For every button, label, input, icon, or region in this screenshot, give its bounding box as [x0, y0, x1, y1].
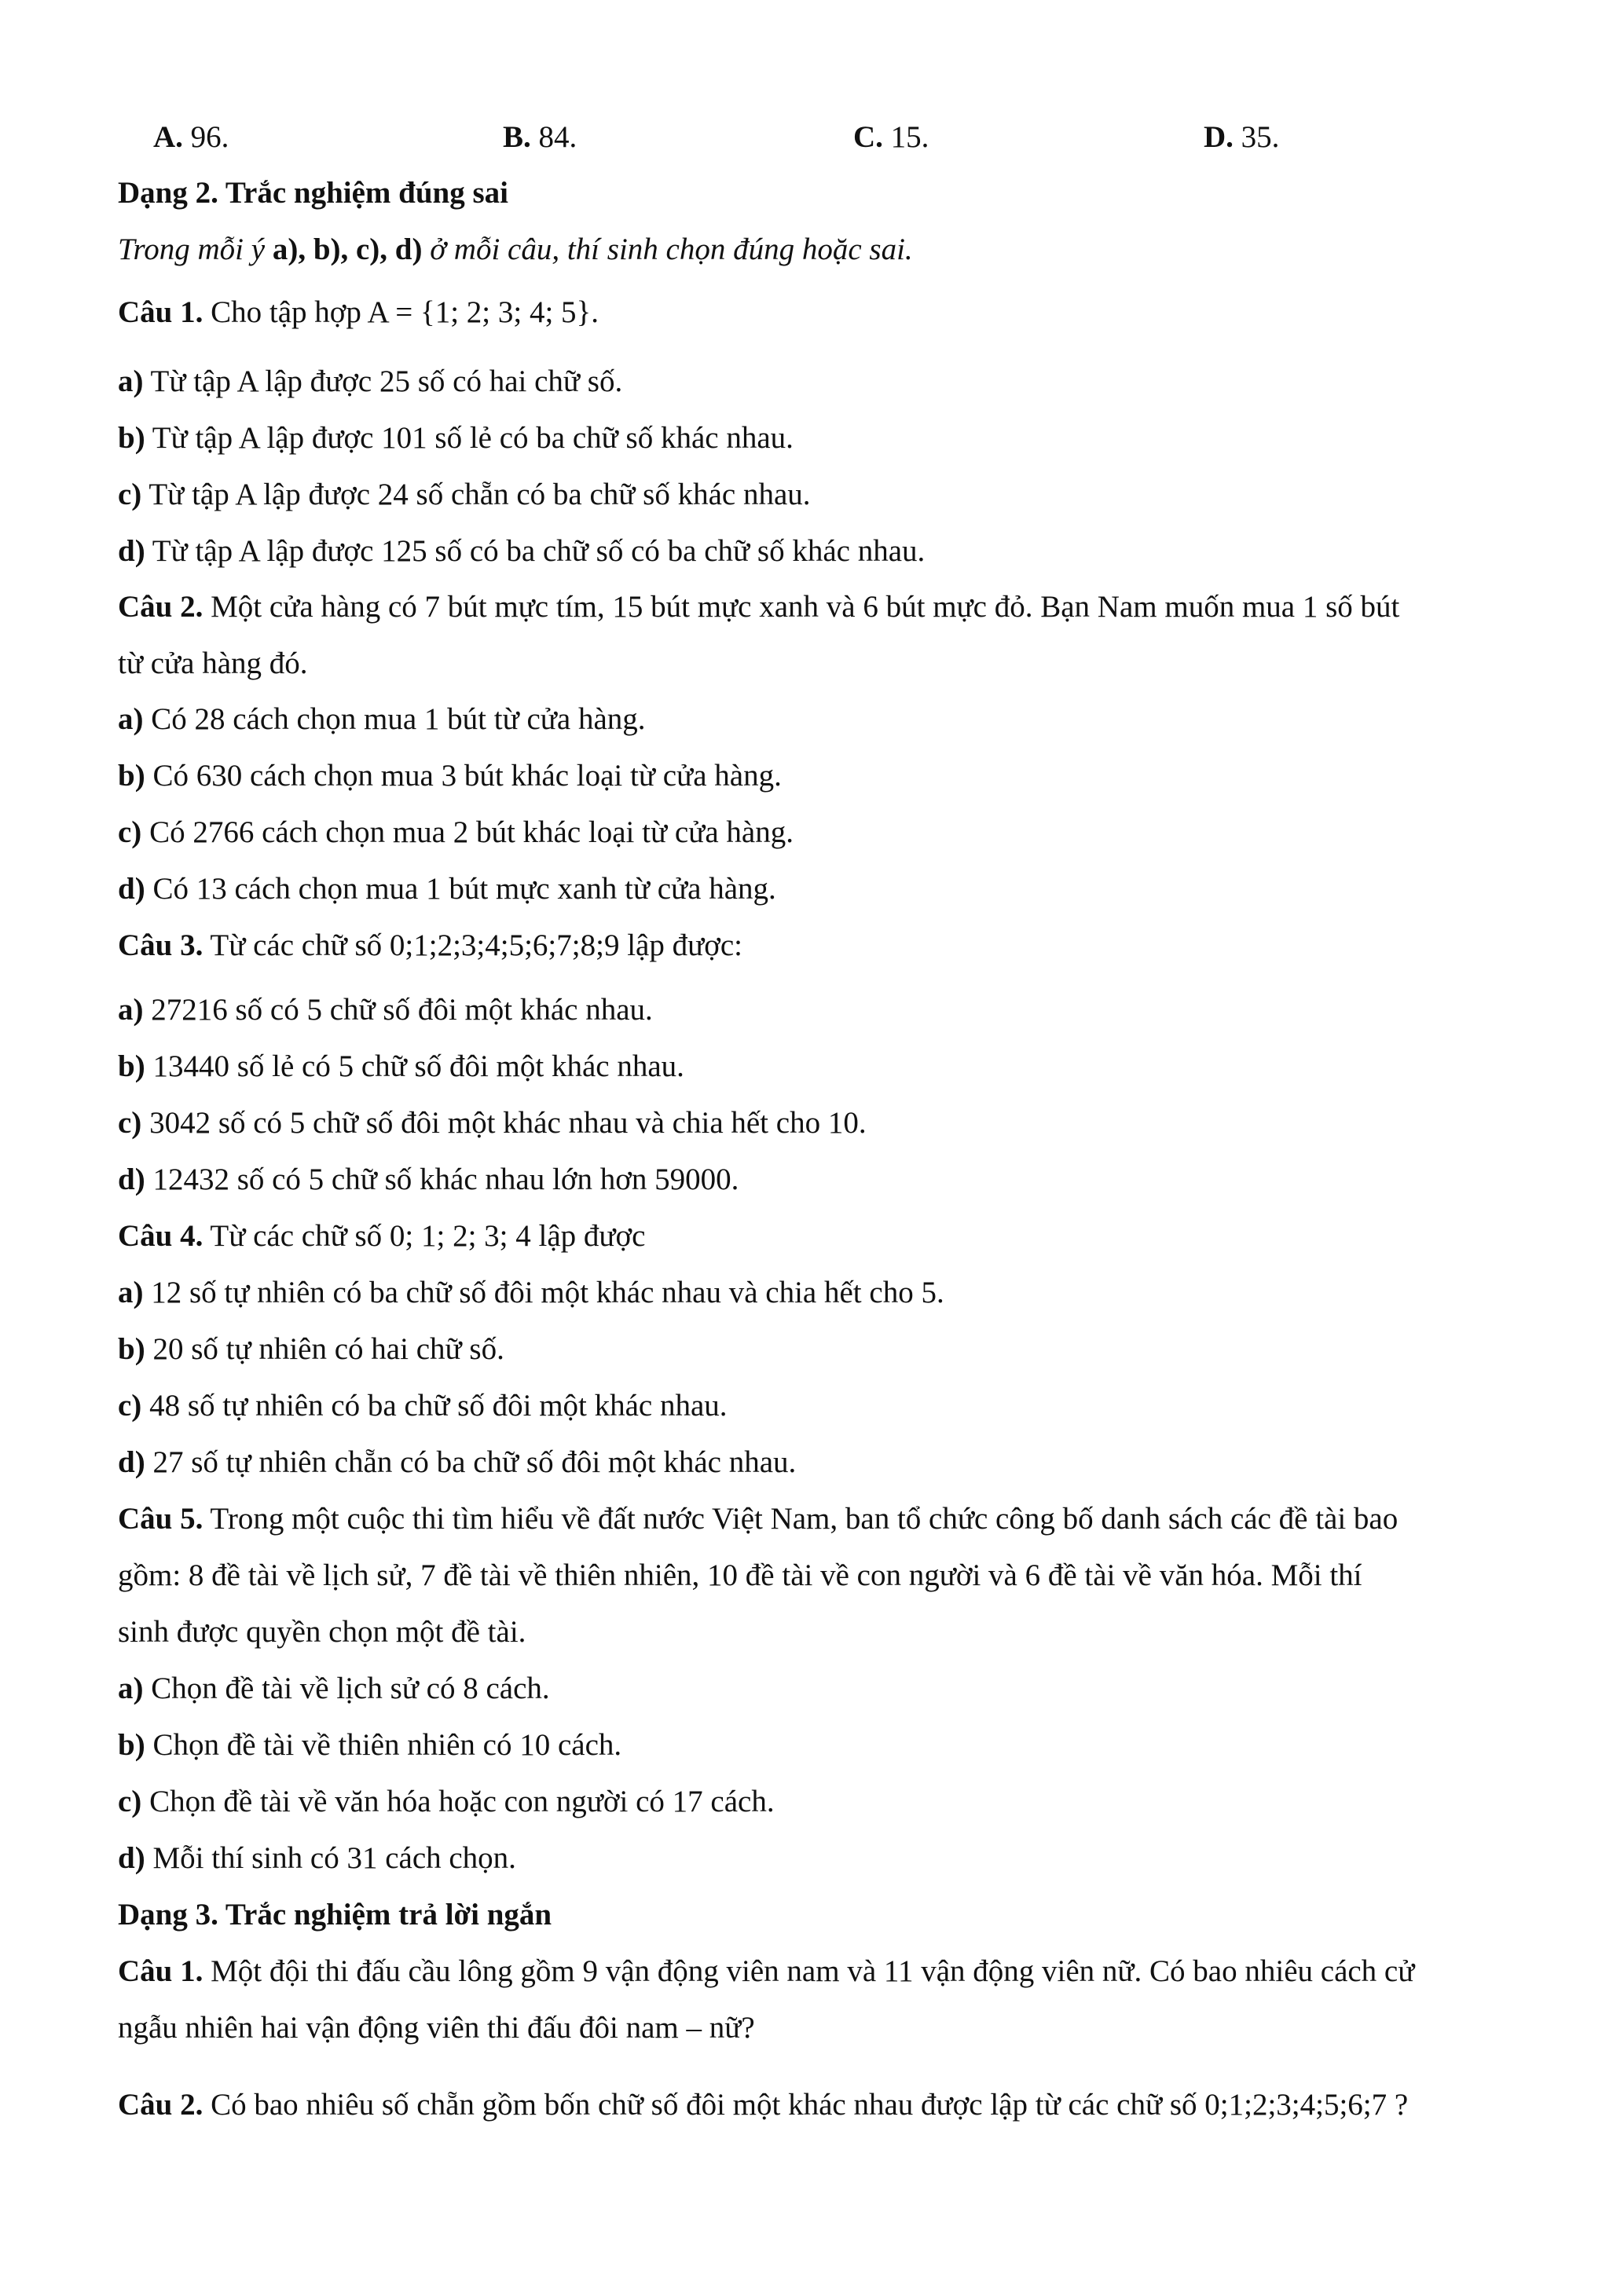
question-stem-cont: sinh được quyền chọn một đề tài.	[118, 1615, 526, 1649]
item-text: Từ tập A lập được 24 số chẵn có ba chữ số khác nhau.	[141, 478, 811, 511]
question-text: Một cửa hàng có 7 bút mực tím, 15 bút mực xanh và 6 bút mực đỏ. Bạn Nam muốn mua 1 số bút	[203, 590, 1400, 624]
instruction-marks: a), b), c), d)	[272, 233, 423, 266]
item-mark: a)	[118, 364, 144, 398]
item-text: Có 28 cách chọn mua 1 bút từ cửa hàng.	[143, 702, 646, 736]
item-mark: d)	[118, 534, 145, 568]
item-text: 48 số tự nhiên có ba chữ số đôi một khác nhau.	[141, 1389, 728, 1423]
choice-label: C.	[853, 120, 883, 154]
choice-label: D.	[1204, 120, 1234, 154]
item-mark: a)	[118, 1672, 144, 1705]
choice-label: A.	[153, 120, 183, 154]
item-mark: c)	[118, 1106, 142, 1140]
item-mark: d)	[118, 872, 145, 906]
question-text: Trong một cuộc thi tìm hiểu về đất nước Việt Nam, ban tổ chức công bố danh sách các đề tài bao	[203, 1502, 1399, 1536]
item-mark: d)	[118, 1163, 145, 1196]
statement-item	[118, 423, 794, 453]
item-text: 20 số tự nhiên có hai chữ số.	[145, 1332, 504, 1366]
question-stem	[118, 930, 742, 961]
item-text: 12432 số có 5 chữ số khác nhau lớn hơn 59000.	[145, 1163, 739, 1196]
item-mark: b)	[118, 421, 145, 455]
choice-label: B.	[503, 120, 531, 154]
statement-item	[118, 1051, 684, 1082]
section-instruction	[118, 234, 913, 265]
question-text: Từ các chữ số 0;1;2;3;4;5;6;7;8;9 lập được:	[203, 928, 742, 962]
instruction-text: Trong mỗi ý	[118, 233, 273, 266]
statement-item	[118, 366, 622, 397]
question-text: Cho tập hợp A = {1; 2; 3; 4; 5}.	[203, 295, 599, 329]
question-stem-cont: từ cửa hàng đó.	[118, 646, 308, 680]
statement-item	[118, 817, 794, 848]
item-text: Chọn đề tài về lịch sử có 8 cách.	[143, 1672, 550, 1705]
statement-item	[118, 760, 782, 791]
choice-value: 35.	[1241, 120, 1280, 154]
statement-item	[118, 1164, 739, 1195]
item-mark: b)	[118, 1049, 145, 1083]
choice-a	[153, 119, 229, 155]
question-text: Có bao nhiêu số chẵn gồm bốn chữ số đôi một khác nhau được lập từ các chữ số 0;1;2;3;4;5;6;7 ?	[203, 2088, 1409, 2122]
item-text: 27216 số có 5 chữ số đôi một khác nhau.	[143, 993, 653, 1027]
statement-item	[118, 1447, 796, 1478]
statement-item	[118, 1390, 728, 1421]
statement-item	[118, 1277, 944, 1308]
item-mark: d)	[118, 1445, 145, 1479]
choice-d	[1204, 119, 1279, 155]
item-text: 13440 số lẻ có 5 chữ số đôi một khác nhau.	[145, 1049, 684, 1083]
statement-item	[118, 1673, 550, 1704]
section-heading: Dạng 3. Trắc nghiệm trả lời ngắn	[118, 1898, 552, 1932]
item-mark: c)	[118, 1389, 142, 1423]
item-text: Từ tập A lập được 101 số lẻ có ba chữ số khác nhau.	[145, 421, 794, 455]
item-text: Từ tập A lập được 125 số có ba chữ số có ba chữ số khác nhau.	[145, 534, 926, 568]
statement-item	[118, 479, 811, 510]
question-stem	[118, 1221, 645, 1251]
item-mark: b)	[118, 759, 145, 793]
statement-item	[118, 1786, 775, 1817]
question-stem-cont: gồm: 8 đề tài về lịch sử, 7 đề tài về thiên nhiên, 10 đề tài về con người và 6 đề tài về văn hóa. Mỗi thí	[118, 1558, 1362, 1592]
item-mark: a)	[118, 1276, 144, 1309]
item-mark: b)	[118, 1728, 145, 1762]
question-stem-cont: ngẫu nhiên hai vận động viên thi đấu đôi nam – nữ?	[118, 2011, 755, 2045]
question-label: Câu 1.	[118, 295, 203, 329]
statement-item	[118, 994, 653, 1025]
statement-item	[118, 536, 925, 566]
item-mark: b)	[118, 1332, 145, 1366]
item-text: Từ tập A lập được 25 số có hai chữ số.	[143, 364, 623, 398]
item-text: Chọn đề tài về văn hóa hoặc con người có 17 cách.	[141, 1785, 775, 1818]
item-mark: a)	[118, 993, 144, 1027]
statement-item	[118, 1108, 867, 1138]
statement-item	[118, 1843, 516, 1873]
question-text: Một đội thi đấu cầu lông gồm 9 vận động viên nam và 11 vận động viên nữ. Có bao nhiêu cách cử	[203, 1954, 1415, 1988]
question-label: Câu 3.	[118, 928, 203, 962]
item-text: Có 13 cách chọn mua 1 bút mực xanh từ cửa hàng.	[145, 872, 776, 906]
item-mark: a)	[118, 702, 144, 736]
question-stem	[118, 2089, 1408, 2120]
question-stem	[118, 1956, 1414, 1987]
item-text: 3042 số có 5 chữ số đôi một khác nhau và chia hết cho 10.	[141, 1106, 867, 1140]
instruction-text: ở mỗi câu, thí sinh chọn đúng hoặc sai.	[422, 233, 913, 266]
choice-c	[853, 119, 929, 155]
item-mark: c)	[118, 1785, 142, 1818]
statement-item	[118, 873, 776, 904]
item-text: Có 2766 cách chọn mua 2 bút khác loại từ cửa hàng.	[141, 815, 794, 849]
item-text: Có 630 cách chọn mua 3 bút khác loại từ cửa hàng.	[145, 759, 782, 793]
item-mark: c)	[118, 478, 142, 511]
choice-value: 15.	[890, 120, 929, 154]
question-stem	[118, 591, 1399, 622]
item-text: 12 số tự nhiên có ba chữ số đôi một khác nhau và chia hết cho 5.	[143, 1276, 944, 1309]
item-text: Mỗi thí sinh có 31 cách chọn.	[145, 1841, 516, 1875]
question-label: Câu 2.	[118, 590, 203, 624]
question-stem	[118, 1503, 1398, 1534]
choice-value: 96.	[190, 120, 229, 154]
section-heading: Dạng 2. Trắc nghiệm đúng sai	[118, 176, 508, 210]
question-stem	[118, 297, 599, 328]
question-label: Câu 1.	[118, 1954, 203, 1988]
item-text: 27 số tự nhiên chẵn có ba chữ số đôi một khác nhau.	[145, 1445, 797, 1479]
question-label: Câu 5.	[118, 1502, 203, 1536]
statement-item	[118, 704, 646, 734]
item-mark: d)	[118, 1841, 145, 1875]
item-text: Chọn đề tài về thiên nhiên có 10 cách.	[145, 1728, 622, 1762]
statement-item	[118, 1730, 621, 1760]
question-text: Từ các chữ số 0; 1; 2; 3; 4 lập được	[203, 1219, 646, 1253]
question-label: Câu 4.	[118, 1219, 203, 1253]
item-mark: c)	[118, 815, 142, 849]
choice-b	[503, 119, 577, 155]
question-label: Câu 2.	[118, 2088, 203, 2122]
statement-item	[118, 1334, 504, 1364]
choice-value: 84.	[538, 120, 577, 154]
